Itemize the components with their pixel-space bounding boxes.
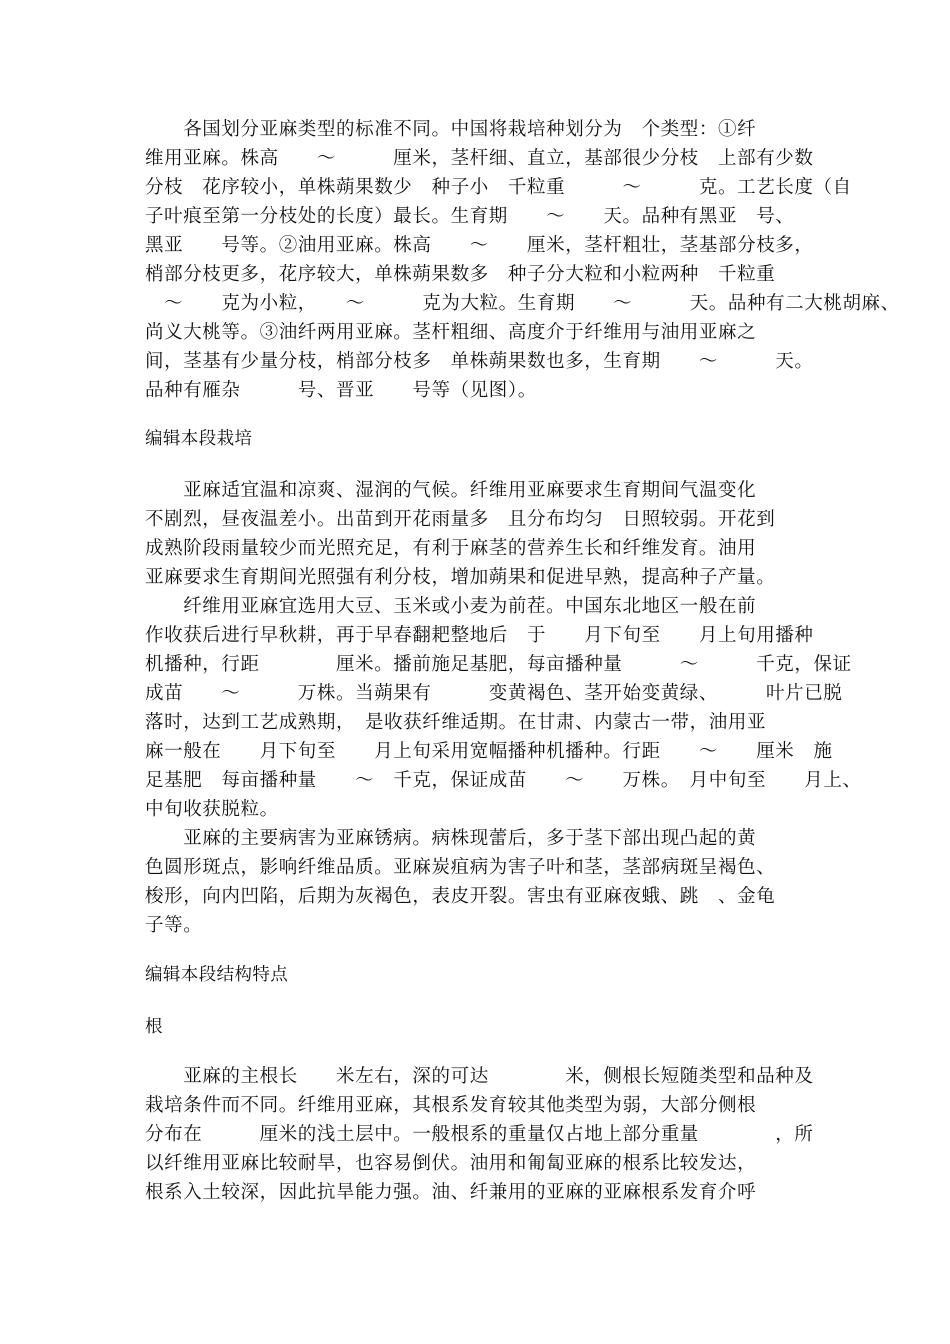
text-line: 子叶痕至第一分枝处的长度）最长。生育期 ～ 天。品种有黑亚 号、 [145, 206, 795, 227]
text-line: 根系入土较深，因此抗旱能力强。油、纤兼用的亚麻的亚麻根系发育介呼 [145, 1182, 757, 1203]
text-line: 不剧烈，昼夜温差小。出苗到开花雨量多 且分布均匀 日照较弱。开花到 [145, 509, 776, 530]
text-line: 作收获后进行早秋耕，再于早春翻耙整地后 于 月下旬至 月上旬用播种 [145, 625, 814, 646]
text-line: 亚麻适宜温和凉爽、湿润的气候。纤维用亚麻要求生育期间气温变化 [145, 480, 757, 501]
text-line: 中旬收获脱粒。 [145, 799, 279, 820]
text-line: 间，茎基有少量分枝，梢部分枝多 单株蒴果数也多，生育期 ～ 天。 [145, 351, 814, 372]
section-heading-structure: 编辑本段结构特点 [145, 965, 289, 985]
text-line: 维用亚麻。株高 ～ 厘米，茎杆细、直立，基部很少分枝 上部有少数 [145, 148, 814, 169]
text-line: 子等。 [145, 915, 203, 936]
text-line: 梢部分枝更多，花序较大，单株蒴果数多 种子分大粒和小粒两种 千粒重 [145, 264, 776, 285]
text-line: 亚麻的主要病害为亚麻锈病。病株现蕾后，多于茎下部出现凸起的黄 [145, 828, 757, 849]
section-heading-cultivation: 编辑本段栽培 [145, 429, 253, 449]
text-line: 足基肥 每亩播种量 ～ 千克，保证成苗 ～ 万株。 月中旬至 月上、 [145, 770, 862, 791]
text-line: 以纤维用亚麻比较耐旱，也容易倒伏。油用和匍匐亚麻的根系比较发达， [145, 1153, 757, 1174]
text-line: 黑亚 号等。②油用亚麻。株高 ～ 厘米，茎杆粗壮，茎基部分枝多， [145, 235, 814, 256]
text-line: 分布在 厘米的浅土层中。一般根系的重量仅占地上部分重量 ，所 [145, 1124, 814, 1145]
text-line: 分枝 花序较小，单株蒴果数少 种子小 千粒重 ～ 克。工艺长度（自 [145, 177, 852, 198]
text-line: 亚麻的主根长 米左右，深的可达 米，侧根长短随类型和品种及 [145, 1066, 814, 1087]
text-line: 落时，达到工艺成熟期， 是收获纤维适期。在甘肃、内蒙古一带，油用亚 [145, 712, 767, 733]
text-line: 品种有雁杂 号、晋亚 号等（见图）。 [145, 380, 537, 401]
text-line: 成苗 ～ 万株。当蒴果有 变黄褐色、茎开始变黄绿、 叶片已脱 [145, 683, 843, 704]
text-line: 纤维用亚麻宜选用大豆、玉米或小麦为前茬。中国东北地区一般在前 [145, 596, 757, 617]
text-line: 梭形，向内凹陷，后期为灰褐色，表皮开裂。害虫有亚麻夜蛾、跳 、金龟 [145, 886, 776, 907]
text-line: 成熟阶段雨量较少而光照充足，有利于麻茎的营养生长和纤维发育。油用 [145, 538, 757, 559]
text-line: 色圆形斑点，影响纤维品质。亚麻炭疽病为害子叶和茎，茎部病斑呈褐色、 [145, 857, 776, 878]
text-line: 亚麻要求生育期间光照强有利分枝，增加蒴果和促进早熟，提高种子产量。 [145, 567, 776, 588]
text-line: 栽培条件而不同。纤维用亚麻，其根系发育较其他类型为弱，大部分侧根 [145, 1095, 757, 1116]
subsection-heading-root: 根 [145, 1017, 163, 1037]
text-line: ～ 克为小粒， ～ 克为大粒。生育期 ～ 天。品种有二大桃胡麻、 [145, 293, 900, 314]
text-line: 尚义大桃等。③油纤两用亚麻。茎杆粗细、高度介于纤维用与油用亚麻之 [145, 322, 757, 343]
text-line: 麻一般在 月下旬至 月上旬采用宽幅播种机播种。行距 ～ 厘米 施 [145, 741, 833, 762]
text-line: 机播种，行距 厘米。播前施足基肥，每亩播种量 ～ 千克，保证 [145, 654, 852, 675]
text-line: 各国划分亚麻类型的标准不同。中国将栽培种划分为 个类型：①纤 [145, 119, 757, 140]
